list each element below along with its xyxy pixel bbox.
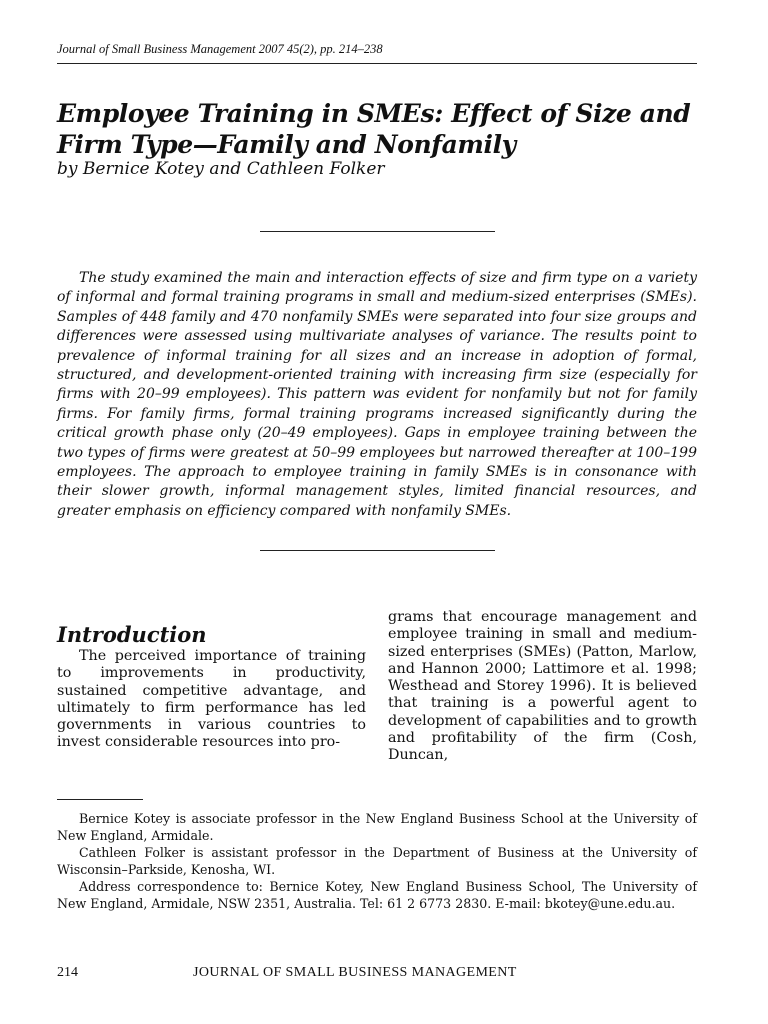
body-left-column	[57, 622, 366, 752]
abstract-text: The study examined the main and interaction effects of size and firm type on a variety of informal and formal training programs in small and medium-sized enterprises (SMEs). Samples of 448 family and 470 nonfamily SMEs were separated into four size groups and differences were assessed using multivariate analyses of variance. The results point to prevalence of informal training for all sizes and an increase in adoption of formal, structured, and development-oriented training with increasing firm size (especially for firms with 20–99 employees). This pattern was evident for nonfamily but not for family firms. For family firms, formal training programs increased significantly during the critical growth phase only (20–49 employees). Gaps in employee training between the two types of firms were greatest at 50–99 employees but narrowed thereafter at 100–199 employees. The approach to employee training in family SMEs is in consonance with their slower growth, informal management styles, limited financial resources, and greater emphasis on efficiency compared with nonfamily SMEs.	[57, 270, 697, 519]
author-footnotes	[57, 810, 697, 912]
article-authors: by Bernice Kotey and Cathleen Folker	[57, 159, 385, 179]
abstract-top-divider	[260, 231, 495, 232]
footnote-kotey: Bernice Kotey is associate professor in the New England Business School at the University of New England, Armidale.	[57, 811, 697, 843]
abstract-bottom-divider	[260, 550, 495, 551]
page-number: 214	[57, 965, 78, 980]
body-right-column	[388, 609, 697, 765]
body-paragraph-continued: grams that encourage management and employee training in small and medium-sized enterprises (SMEs) (Patton, Marlow, and Hannon 2000; Lattimore et al. 1998; Westhead and Storey 1996). It is believed that training is a powerful agent to development of capabilities and to growth and profitability of the firm (Cosh, Duncan,	[388, 609, 697, 764]
footnote-correspondence: Address correspondence to: Bernice Kotey, New England Business School, The University of New England, Armidale, NSW 2351, Australia. Tel: 61 2 6773 2830. E-mail: bkotey@une.edu.au.	[57, 879, 697, 911]
body-paragraph: The perceived importance of training to improvements in productivity, sustained competitive advantage, and ultimately to firm performance has led governments in various countries to invest considerable resources into pro-	[57, 648, 366, 751]
footer-journal-name: JOURNAL OF SMALL BUSINESS MANAGEMENT	[193, 965, 517, 980]
article-title: Employee Training in SMEs: Effect of Size and Firm Type—Family and Nonfamily	[57, 99, 691, 159]
footnote-folker: Cathleen Folker is assistant professor in the Department of Business at the University of Wisconsin–Parkside, Kenosha, WI.	[57, 845, 697, 877]
journal-citation-header: Journal of Small Business Management 2007 45(2), pp. 214–238	[57, 42, 697, 64]
footnote-divider	[57, 799, 143, 800]
section-heading-introduction: Introduction	[57, 622, 207, 647]
